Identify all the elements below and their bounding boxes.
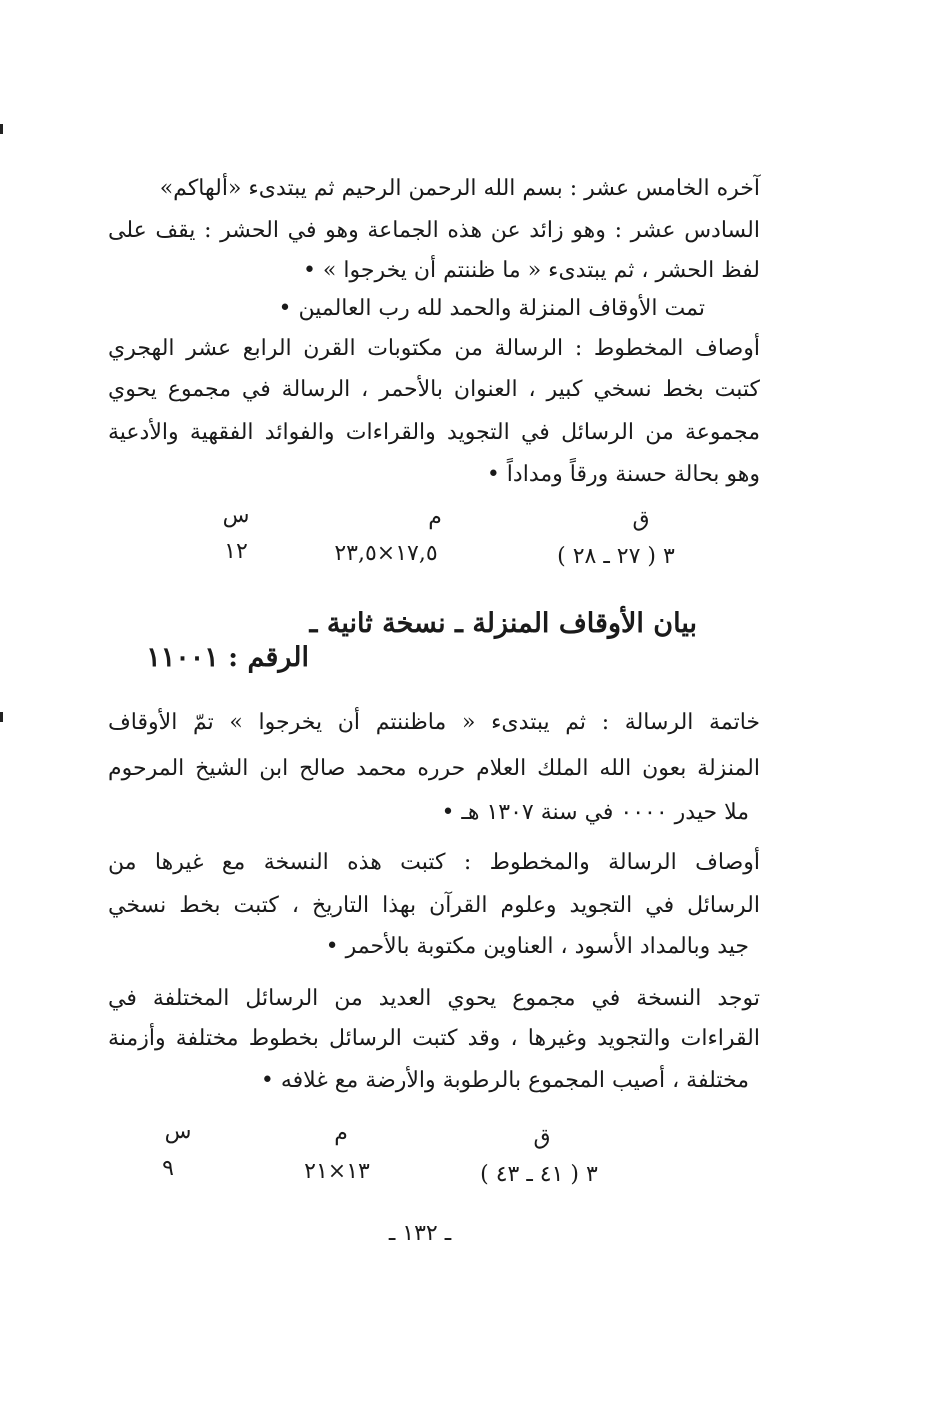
- manuscript-description-line: أوصاف المخطوط : الرسالة من مكتوبات القرن الرابع عشر الهجري: [108, 336, 760, 361]
- section-title: بيان الأوقاف المنزلة ـ نسخة ثانية ـ: [309, 608, 697, 639]
- manuscript-description-line: كتبت بخط نسخي كبير ، العنوان بالأحمر ، الرسالة في مجموع يحوي: [108, 377, 760, 402]
- measure-label-lines: س: [222, 503, 250, 528]
- measure-value-folios: ٣ ( ٢٧ ـ ٢٨ ): [557, 544, 675, 569]
- text-line: تمت الأوقاف المنزلة والحمد لله رب العالمين •: [278, 296, 705, 321]
- scan-edge-mark-top: [0, 124, 3, 134]
- closing-text-line: ملا حيدر ٠٠٠٠ في سنة ١٣٠٧ هـ •: [441, 800, 749, 825]
- measure-label-lines: س: [164, 1119, 192, 1144]
- text-line: آخره الخامس عشر : بسم الله الرحمن الرحيم ثم يبتدىء «ألهاكم»: [159, 176, 760, 201]
- page-number: ـ ١٣٢ ـ: [388, 1221, 452, 1246]
- measure-label-folios: ق: [533, 1125, 551, 1150]
- description-text-line: أوصاف الرسالة والمخطوط : كتبت هذه النسخة مع غيرها من: [108, 850, 760, 875]
- text-line: السادس عشر : وهو زائد عن هذه الجماعة وهو في الحشر : يقف على: [108, 218, 760, 243]
- measure-value-folios: ٣ ( ٤١ ـ ٤٣ ): [480, 1162, 598, 1187]
- manuscript-description-line: وهو بحالة حسنة ورقاً ومداداً •: [486, 462, 760, 487]
- measure-value-size: ١٧,٥×٢٣,٥: [334, 541, 438, 566]
- description-text-line: الرسائل في التجويد وعلوم القرآن بهذا التاريخ ، كتبت بخط نسخي: [108, 893, 760, 918]
- measure-label-size: م: [334, 1121, 348, 1146]
- measure-value-size: ١٣×٢١: [304, 1159, 370, 1184]
- collection-text-line: توجد النسخة في مجموع يحوي العديد من الرسائل المختلفة في: [108, 986, 760, 1011]
- closing-text-line: خاتمة الرسالة : ثم يبتدىء « ماظننتم أن يخرجوا » تمّ الأوقاف: [108, 710, 760, 735]
- closing-text-line: المنزلة بعون الله الملك العلام حرره محمد صالح ابن الشيخ المرحوم: [108, 756, 760, 781]
- measure-label-folios: ق: [632, 507, 650, 532]
- measure-label-size: م: [428, 505, 442, 530]
- manuscript-number: الرقم : ١١٠٠١: [146, 642, 309, 673]
- scan-edge-mark-middle: [0, 712, 3, 722]
- description-text-line: جيد وبالمداد الأسود ، العناوين مكتوبة بالأحمر •: [325, 934, 749, 959]
- collection-text-line: مختلفة ، أصيب المجموع بالرطوبة والأرضة مع غلافه •: [260, 1068, 749, 1093]
- collection-text-line: القراءات والتجويد وغيرها ، وقد كتبت الرسائل بخطوط مختلفة وأزمنة: [108, 1026, 760, 1051]
- measure-value-lines: ٩: [162, 1156, 174, 1181]
- manuscript-description-line: مجموعة من الرسائل في التجويد والقراءات والفوائد الفقهية والأدعية: [108, 420, 760, 445]
- measure-value-lines: ١٢: [224, 539, 248, 564]
- text-line: لفظ الحشر ، ثم يبتدىء « ما ظننتم أن يخرجوا » •: [302, 258, 760, 283]
